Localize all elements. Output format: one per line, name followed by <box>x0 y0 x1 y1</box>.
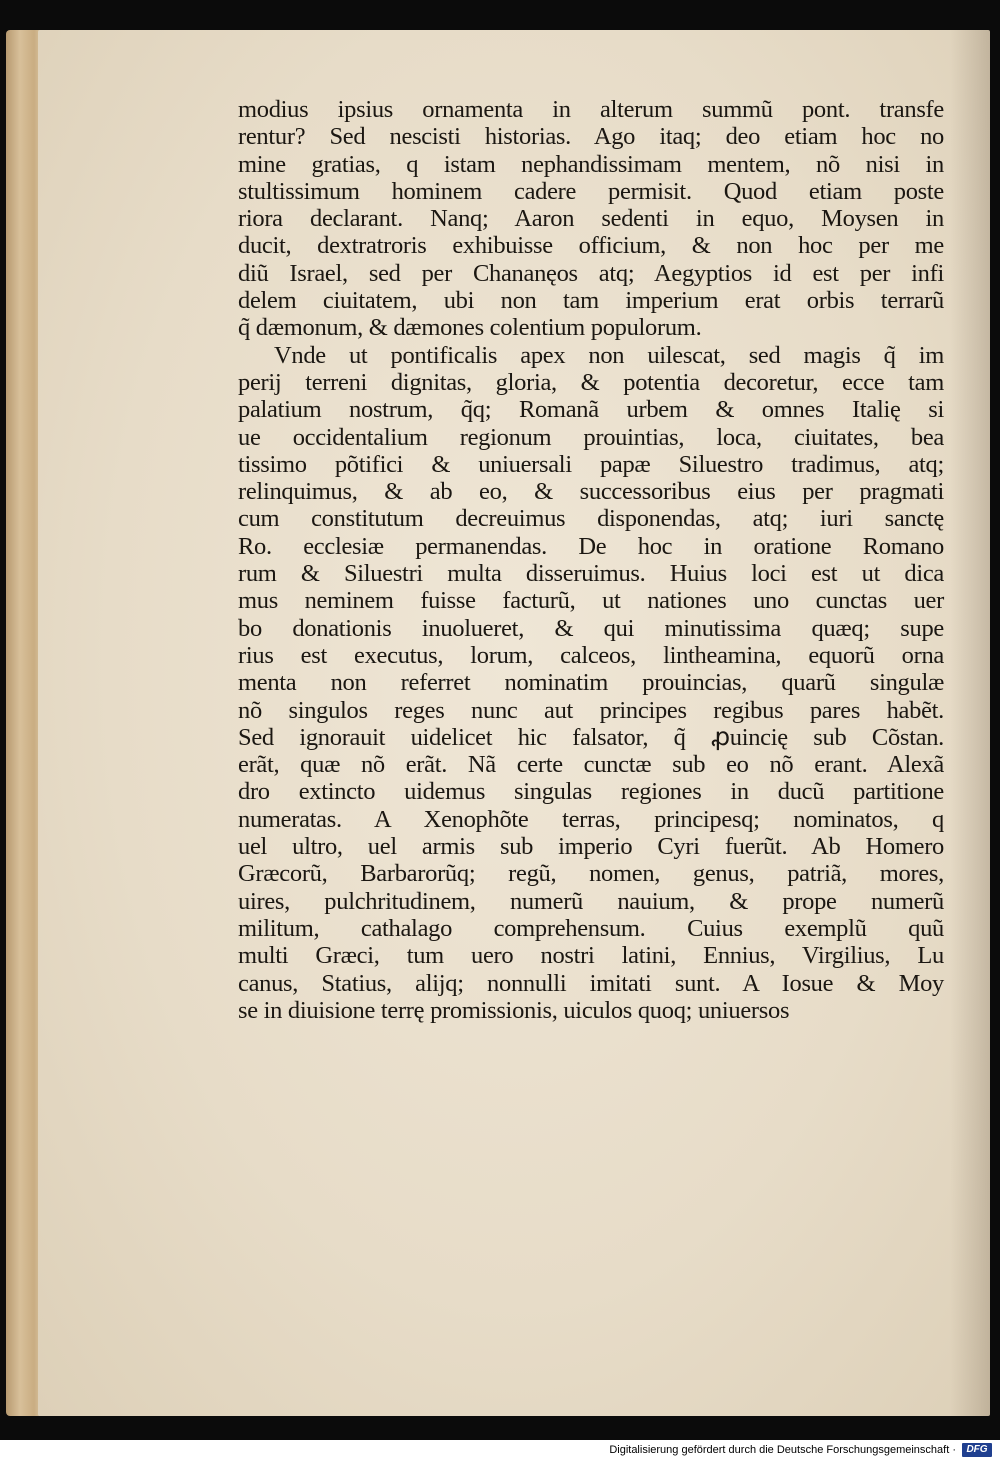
text-line: bo donationis inuolueret, & qui minutissima quæq; supe <box>238 614 944 642</box>
text-line: Sed ignorauit uidelicet hic falsator, q̃ ꝓuincię sub Cõstan. <box>238 723 944 751</box>
text-line: ue occidentalium regionum prouintias, loca, ciuitates, bea <box>238 423 944 451</box>
text-line: cum constitutum decreuimus disponendas, atq; iuri sanctę <box>238 505 944 533</box>
text-line: nõ singulos reges nunc aut principes regibus pares habẽt. <box>238 696 944 724</box>
text-line: uel ultro, uel armis sub imperio Cyri fuerũt. Ab Homero <box>238 833 944 861</box>
text-block <box>238 96 944 1024</box>
text-line: stultissimum hominem cadere permisit. Quod etiam poste <box>238 177 944 205</box>
text-line: modius ipsius ornamenta in alterum summũ pont. transfe <box>238 96 944 123</box>
footer-bar <box>0 1440 1000 1461</box>
text-line: Ro. ecclesiæ permanendas. De hoc in oratione Romano <box>238 532 944 560</box>
text-line: se in diuisione terrę promissionis, uiculos quoq; uniuersos <box>238 996 790 1024</box>
text-line: erãt, quæ nõ erãt. Nã certe cunctæ sub eo nõ erant. Alexã <box>238 751 944 779</box>
text-line: Vnde ut pontificalis apex non uilescat, sed magis q̃ im <box>274 341 944 369</box>
text-line: delem ciuitatem, ubi non tam imperium erat orbis terrarũ <box>238 287 944 315</box>
text-line: menta non referret nominatim prouincias, quarũ singulæ <box>238 669 944 697</box>
digitization-credit: Digitalisierung gefördert durch die Deutsche Forschungsgemeinschaft · <box>609 1444 956 1456</box>
text-line: rius est executus, lorum, calceos, lintheamina, equorũ orna <box>238 641 944 669</box>
text-line: riora declarant. Nanq; Aaron sedenti in equo, Moysen in <box>238 205 944 233</box>
text-line: mus neminem fuisse facturũ, ut nationes uno cunctas uer <box>238 587 944 615</box>
text-line: rum & Siluestri multa disseruimus. Huius loci est ut dica <box>238 560 944 588</box>
text-line: canus, Statius, alijq; nonnulli imitati sunt. A Iosue & Moy <box>238 969 944 997</box>
text-line: multi Græci, tum uero nostri latini, Ennius, Virgilius, Lu <box>238 942 944 970</box>
text-line: relinquimus, & ab eo, & successoribus eius per pragmati <box>238 478 944 506</box>
text-line: diũ Israel, sed per Chananęos atq; Aegyptios id est per infi <box>238 259 944 287</box>
text-line: dro extincto uidemus singulas regiones in ducũ partitione <box>238 778 944 806</box>
text-line: rentur? Sed nescisti historias. Ago itaq; deo etiam hoc no <box>238 123 944 151</box>
text-line: militum, cathalago comprehensum. Cuius exemplũ quũ <box>238 914 944 942</box>
text-line: perij terreni dignitas, gloria, & potentia decoretur, ecce tam <box>238 368 944 396</box>
text-line: uires, pulchritudinem, numerũ nauium, & prope numerũ <box>238 887 944 915</box>
dfg-logo[interactable]: DFG <box>962 1443 992 1457</box>
binding-shadow <box>950 30 990 1416</box>
text-line: mine gratias, q istam nephandissimam mentem, nõ nisi in <box>238 150 944 178</box>
text-line: ducit, dextratroris exhibuisse officium, & non hoc per me <box>238 232 944 260</box>
text-line: numeratas. A Xenophõte terras, principesq; nominatos, q <box>238 805 944 833</box>
text-line: q̃ dæmonum, & dæmones colentium populorum. <box>238 314 702 342</box>
text-line: palatium nostrum, q̃q; Romanã urbem & omnes Italię si <box>238 396 944 424</box>
text-line: Græcorũ, Barbarorũq; regũ, nomen, genus, patriã, mores, <box>238 860 944 888</box>
text-line: tissimo põtifici & uniuersali papæ Siluestro tradimus, atq; <box>238 450 944 478</box>
